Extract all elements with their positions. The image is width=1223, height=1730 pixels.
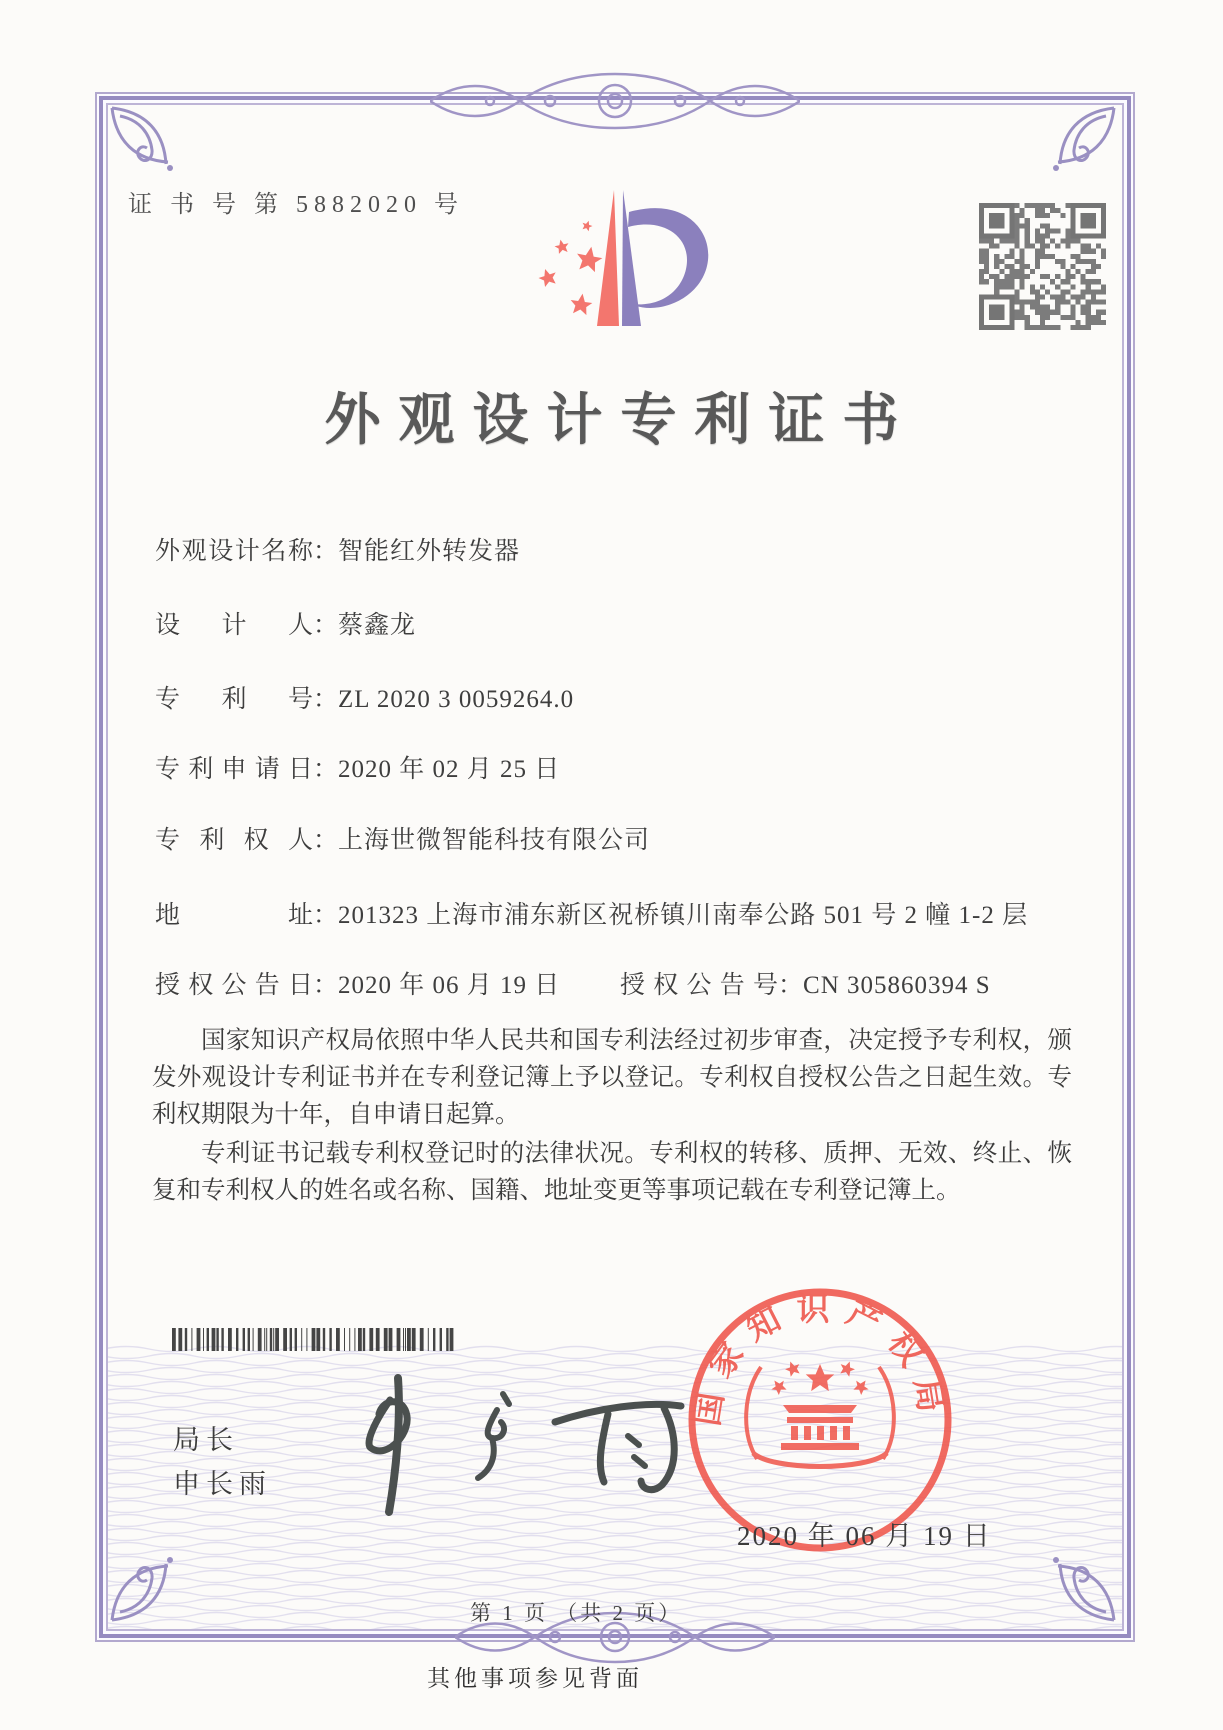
field-colon: ：	[778, 972, 804, 999]
barcode	[172, 1328, 454, 1351]
field-colon: ：	[313, 827, 339, 854]
certificate-title: 外观设计专利证书	[324, 390, 917, 452]
field-colon: ：	[313, 612, 339, 639]
field-colon: ：	[313, 538, 339, 565]
field-colon: ：	[313, 902, 339, 929]
field-value: 上海世微智能科技有限公司	[338, 827, 651, 854]
page-footer: 第 1 页 （共 2 页）	[470, 1601, 683, 1625]
cnipa-logo	[535, 180, 720, 332]
field-value: ZL 2020 3 0059264.0	[338, 686, 575, 713]
body-paragraph-2: 专利证书记载专利权登记时的法律状况。专利权的转移、质押、无效、终止、恢复和专利权人的姓名或名称、国籍、地址变更等事项记载在专利登记簿上。	[152, 1140, 1072, 1204]
field-label: 外观设计名称	[155, 538, 313, 565]
field-label: 专利号	[155, 686, 313, 713]
field-label: 地址	[155, 902, 313, 929]
field-colon: ：	[313, 756, 339, 783]
seal-text: 国家知识产权局	[687, 1289, 953, 1429]
field-label: 专利申请日	[155, 756, 313, 783]
field-value: 201323 上海市浦东新区祝桥镇川南奉公路 501 号 2 幢 1-2 层	[338, 902, 1029, 929]
field-row-filing-date	[155, 749, 560, 785]
field-row-patentee	[155, 820, 650, 856]
field-label: 授权公告日	[155, 972, 313, 999]
field-label: 专利权人	[155, 827, 313, 854]
field-row-address	[155, 895, 1028, 931]
field-value: 蔡鑫龙	[338, 612, 417, 639]
legal-text-block	[152, 1022, 1072, 1211]
corner-ornament-top-left	[106, 102, 190, 186]
field-row-grant-number	[620, 965, 991, 1001]
field-colon: ：	[313, 686, 339, 713]
field-value: 智能红外转发器	[338, 538, 521, 565]
back-note: 其他事项参见背面	[427, 1666, 643, 1691]
field-row-grant-date	[155, 965, 560, 1001]
field-row-designer	[155, 605, 416, 641]
field-label: 设计人	[155, 612, 313, 639]
seal-date: 2020 年 06 月 19 日	[737, 1521, 992, 1551]
top-lace-medallion	[430, 66, 800, 136]
director-name: 申长雨	[173, 1469, 272, 1499]
field-value: 2020 年 02 月 25 日	[338, 756, 561, 783]
certificate-number: 证 书 号 第 5882020 号	[128, 192, 464, 218]
field-row-design-name	[155, 531, 520, 567]
field-label: 授权公告号	[620, 972, 778, 999]
corner-ornament-top-right	[1036, 102, 1120, 186]
field-row-patent-number	[155, 679, 574, 715]
director-title: 局长	[173, 1425, 239, 1455]
body-paragraph-1: 国家知识产权局依照中华人民共和国专利法经过初步审查，决定授予专利权，颁发外观设计专利证书并在专利登记簿上予以登记。专利权自授权公告之日起生效。专利权期限为十年，自申请日起算。	[152, 1027, 1072, 1128]
qr-code	[979, 203, 1106, 330]
field-colon: ：	[313, 972, 339, 999]
field-value: CN 305860394 S	[803, 972, 991, 999]
director-signature	[345, 1372, 690, 1522]
field-value: 2020 年 06 月 19 日	[338, 972, 561, 999]
